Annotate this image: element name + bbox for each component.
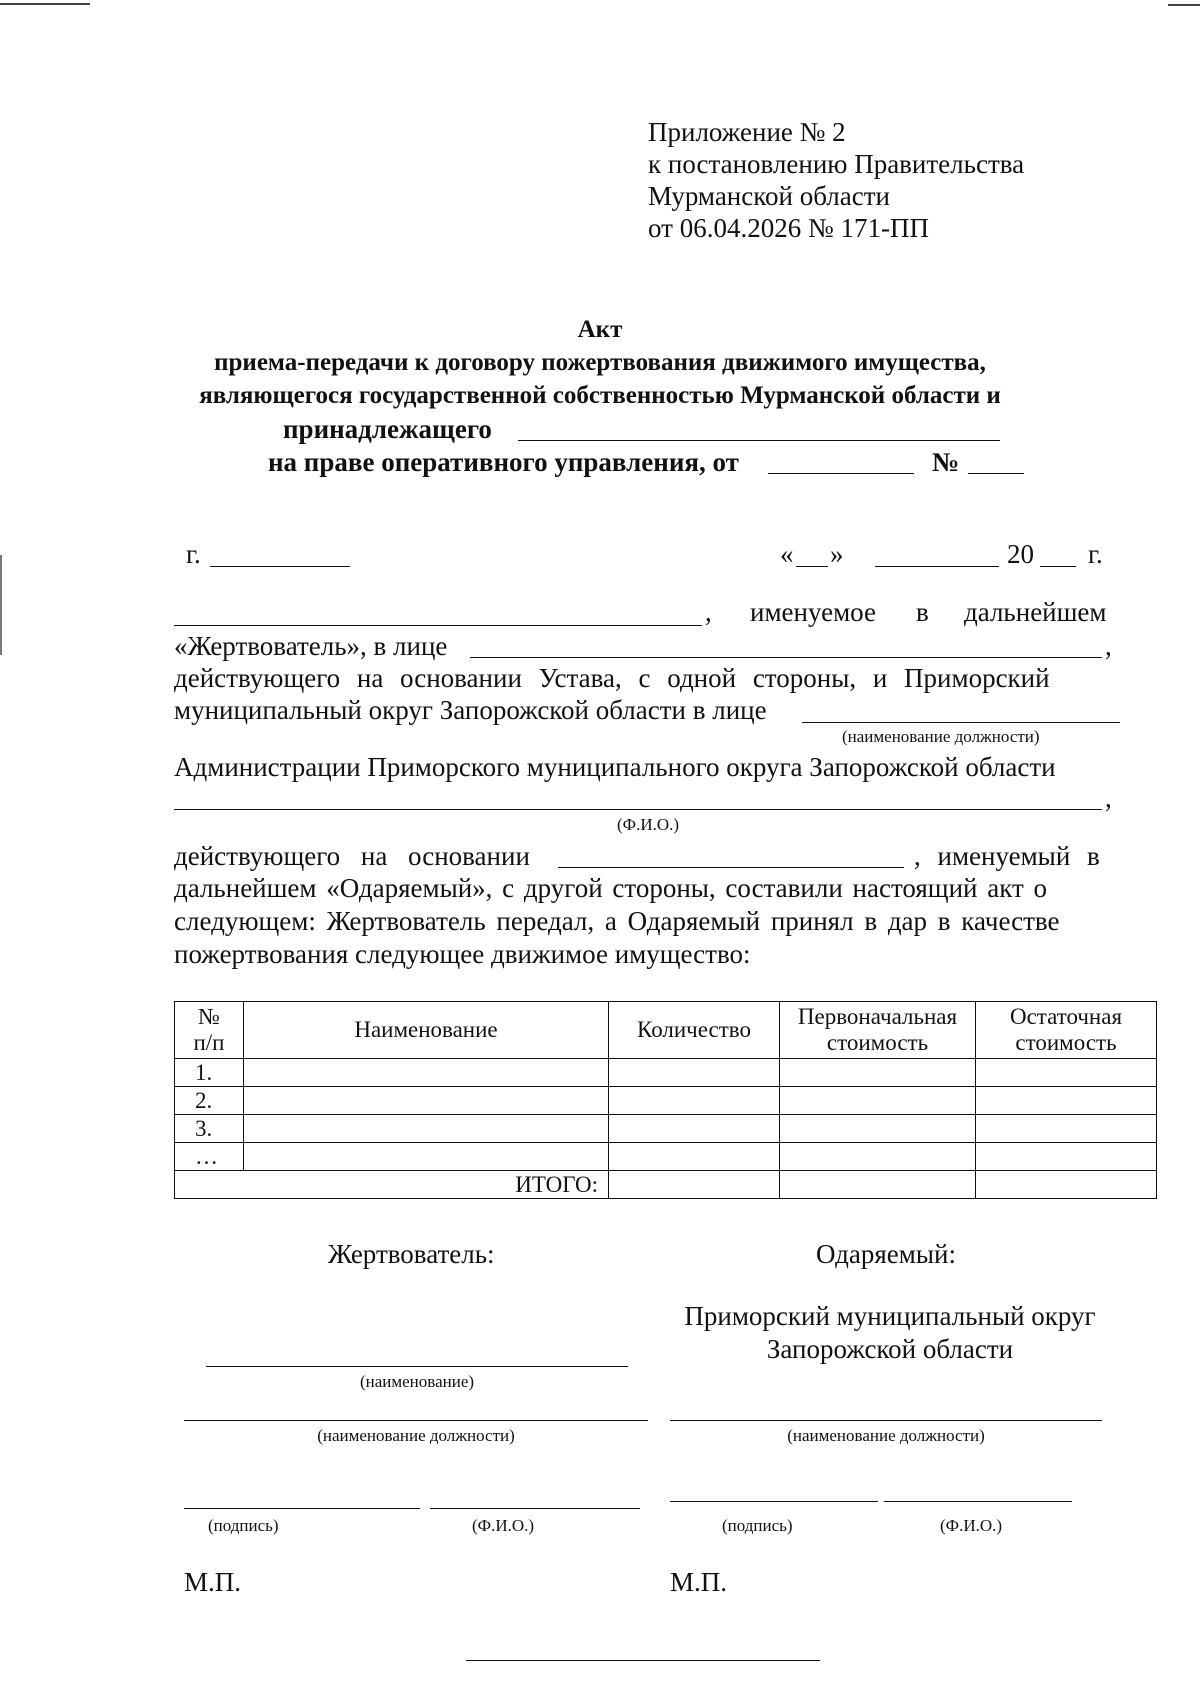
recipient-position-blank-line: [802, 722, 1120, 723]
owner-blank-line: [518, 440, 1000, 441]
body-line: муниципальный округ Запорожской области в лице: [174, 695, 767, 725]
cell: [609, 1059, 780, 1087]
scan-edge-line: [0, 3, 90, 5]
recipient-signature-line: [670, 1501, 878, 1502]
cell: [609, 1171, 780, 1199]
cell: [244, 1087, 609, 1115]
row-number: 1.: [175, 1059, 244, 1087]
caption-name: (наименование): [359, 1372, 475, 1391]
header-initial-cost: [780, 1002, 976, 1059]
appendix-line: Мурманской области: [648, 181, 890, 211]
body-line: пожертвования следующее движимое имущество:: [174, 939, 751, 969]
city-blank-line: [210, 566, 350, 567]
title-number-sign: №: [932, 447, 960, 477]
table-row: [175, 1143, 1157, 1171]
recipient-fio-line: [884, 1501, 1072, 1502]
cell: [244, 1143, 609, 1171]
appendix-line: от 06.04.2026 № 171-ПП: [648, 213, 929, 243]
cell: [780, 1171, 976, 1199]
stamp-place: М.П.: [670, 1567, 728, 1597]
table-row: [175, 1087, 1157, 1115]
table-row: [175, 1059, 1157, 1087]
table-total-row: [175, 1171, 1157, 1199]
recipient-position-line: [670, 1420, 1102, 1421]
cell: [780, 1059, 976, 1087]
year-prefix: 20: [1007, 539, 1034, 569]
caption-position: (наименование должности): [842, 727, 1040, 746]
donor-position-line: [184, 1420, 648, 1421]
title-line: приема-передачи к договору пожертвования движимого имущества,: [214, 349, 986, 376]
appendix-line: к постановлению Правительства: [648, 149, 1025, 179]
table-header-row: [175, 1002, 1157, 1059]
cell: [609, 1115, 780, 1143]
appendix-line: Приложение № 2: [648, 117, 846, 147]
donor-heading: Жертвователь:: [328, 1239, 495, 1269]
stamp-place: М.П.: [184, 1567, 242, 1597]
table-row: [175, 1115, 1157, 1143]
header-quantity: Количество: [609, 1002, 780, 1059]
row-number: 2.: [175, 1087, 244, 1115]
date-blank-line: [768, 473, 914, 474]
donor-name-line: [206, 1366, 628, 1367]
recipient-fio-blank-line: [174, 809, 1102, 810]
body-word: дальнейшем: [964, 597, 1107, 627]
cell: [976, 1115, 1157, 1143]
cell: [976, 1087, 1157, 1115]
header-text: №: [198, 1004, 220, 1029]
header-text: стоимость: [826, 1030, 929, 1055]
body-word: именуемое: [750, 597, 876, 627]
donor-fio-line: [430, 1508, 640, 1509]
scan-edge-mark: [0, 555, 2, 655]
quote-close: »: [830, 539, 844, 569]
caption-fio: (Ф.И.О.): [472, 1516, 535, 1535]
caption-fio: (Ф.И.О.): [617, 815, 680, 834]
caption-signature: (подпись): [722, 1516, 793, 1535]
year-blank-line: [1040, 566, 1076, 567]
cell: [244, 1115, 609, 1143]
cell: [976, 1143, 1157, 1171]
donor-name-blank-line: [174, 625, 702, 626]
header-number: [175, 1002, 244, 1059]
comma: ,: [705, 597, 712, 627]
body-line: дальнейшем «Одаряемый», с другой стороны, составили настоящий акт о: [174, 873, 1048, 903]
body-line: действующего на основании: [174, 841, 530, 871]
donor-rep-blank-line: [470, 657, 1102, 658]
end-separator-line: [466, 1660, 820, 1661]
header-text: Остаточная: [1009, 1004, 1123, 1029]
total-label: ИТОГО:: [175, 1171, 609, 1199]
day-blank-line: [796, 566, 828, 567]
caption-position: (наименование должности): [787, 1426, 985, 1445]
number-blank-line: [968, 473, 1024, 474]
caption-fio: (Ф.И.О.): [940, 1516, 1003, 1535]
header-text: Первоначальная: [797, 1004, 958, 1029]
month-blank-line: [875, 566, 999, 567]
body-line: , именуемый в: [914, 841, 1100, 871]
cell: [780, 1115, 976, 1143]
body-line: Администрации Приморского муниципального округа Запорожской области: [174, 752, 1056, 782]
recipient-name: Приморский муниципальный округ: [684, 1301, 1096, 1331]
scan-edge-line: [1168, 4, 1200, 6]
body-word: в: [916, 597, 929, 627]
body-line: следующем: Жертвователь передал, а Одаряемый принял в дар в качестве: [174, 906, 1060, 936]
comma: ,: [1105, 631, 1112, 661]
comma: ,: [1105, 783, 1112, 813]
appendix-block: [648, 116, 1024, 244]
cell: [780, 1087, 976, 1115]
row-number: …: [175, 1143, 244, 1171]
caption-position: (наименование должности): [317, 1426, 515, 1445]
recipient-heading: Одаряемый:: [816, 1239, 956, 1269]
property-table: [174, 1001, 1157, 1199]
year-suffix: г.: [1088, 539, 1103, 569]
title-line: принадлежащего: [283, 414, 492, 444]
title-line: являющегося государственной собственностью Мурманской области и: [199, 382, 1001, 409]
donor-signature-line: [184, 1508, 420, 1509]
caption-signature: (подпись): [208, 1516, 279, 1535]
city-prefix: г.: [186, 539, 201, 569]
header-residual-cost: [976, 1002, 1157, 1059]
body-line: «Жертвователь», в лице: [174, 631, 448, 661]
cell: [244, 1059, 609, 1087]
cell: [976, 1171, 1157, 1199]
cell: [609, 1143, 780, 1171]
recipient-name: Запорожской области: [766, 1334, 1014, 1364]
title-line: на праве оперативного управления, от: [268, 447, 739, 477]
row-number: 3.: [175, 1115, 244, 1143]
cell: [976, 1059, 1157, 1087]
quote-open: «: [780, 539, 794, 569]
basis-blank-line: [558, 867, 904, 868]
document-title: Акт: [577, 316, 623, 343]
header-name: Наименование: [244, 1002, 609, 1059]
header-text: стоимость: [1015, 1030, 1117, 1055]
cell: [609, 1087, 780, 1115]
body-line: действующего на основании Устава, с одной стороны, и Приморский: [174, 663, 1050, 693]
header-text: п/п: [193, 1030, 225, 1055]
cell: [780, 1143, 976, 1171]
